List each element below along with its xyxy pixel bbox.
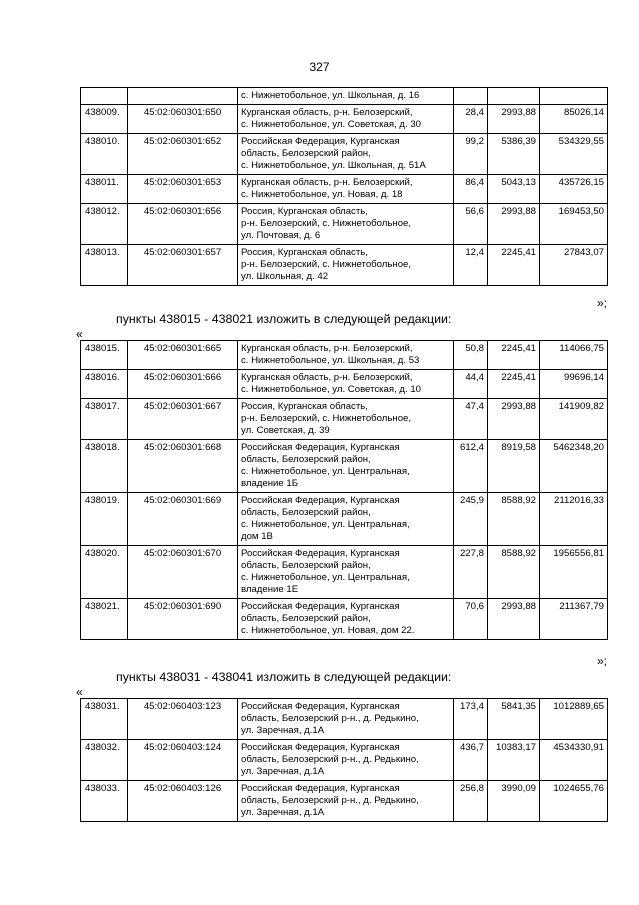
entry-number-cell: 438016. [81, 370, 128, 399]
address-line: область, Белозерский район, [241, 148, 371, 159]
address-line: область, Белозерский р-н., д. Редькино, [241, 713, 419, 724]
address-line: с. Нижнетобольное, ул. Новая, дом 22. [241, 625, 415, 636]
table-row [81, 546, 608, 599]
cadastral-number-cell: 45:02:060301:667 [128, 399, 238, 440]
amendment-instruction: пункты 438015 - 438021 изложить в следующей редакции: [116, 312, 452, 326]
address-line: с. Нижнетобольное, ул. Школьная, д. 51А [241, 160, 426, 171]
entry-number-cell: 438012. [81, 204, 128, 245]
cadastral-value-cell: 99696,14 [540, 370, 608, 399]
address-line: Россия, Курганская область, [241, 206, 368, 217]
address-line: область, Белозерский р-н., д. Редькино, [241, 754, 419, 765]
table-row [81, 245, 608, 286]
property-table [80, 698, 608, 822]
address-line: область, Белозерский р-н., д. Редькино, [241, 795, 419, 806]
table-row [81, 105, 608, 134]
entry-number-cell: 438018. [81, 440, 128, 493]
cadastral-value-cell: 1956556,81 [540, 546, 608, 599]
address-cell [238, 204, 454, 245]
address-line: Российская Федерация, Курганская [241, 742, 400, 753]
cadastral-value-cell: 2112016,33 [540, 493, 608, 546]
unit-price-cell: 2993,88 [488, 399, 540, 440]
opening-quote: « [76, 685, 83, 699]
area-cell: 70,6 [454, 599, 488, 640]
table-row [81, 204, 608, 245]
cadastral-number-cell: 45:02:060403:126 [128, 781, 238, 822]
address-cell [238, 370, 454, 399]
address-line: Российская Федерация, Курганская [241, 701, 400, 712]
entry-number-cell: 438033. [81, 781, 128, 822]
address-line: Российская Федерация, Курганская [241, 495, 400, 506]
cadastral-number-cell: 45:02:060301:657 [128, 245, 238, 286]
address-line: ул. Заречная, д.1А [241, 807, 325, 818]
cadastral-number-cell: 45:02:060403:124 [128, 740, 238, 781]
address-line: Курганская область, р-н. Белозерский, [241, 107, 413, 118]
address-cell [238, 175, 454, 204]
entry-number-cell: 438013. [81, 245, 128, 286]
area-cell: 44,4 [454, 370, 488, 399]
address-cell [238, 599, 454, 640]
address-line: область, Белозерский район, [241, 507, 371, 518]
table-row [81, 740, 608, 781]
cadastral-number-cell: 45:02:060301:650 [128, 105, 238, 134]
area-cell: 173,4 [454, 699, 488, 740]
cadastral-value-cell: 211367,79 [540, 599, 608, 640]
unit-price-cell: 5043,13 [488, 175, 540, 204]
entry-number-cell: 438009. [81, 105, 128, 134]
table-row [81, 370, 608, 399]
unit-price-cell [488, 88, 540, 105]
unit-price-cell: 8919,58 [488, 440, 540, 493]
property-table [80, 340, 608, 640]
cadastral-number-cell: 45:02:060301:652 [128, 134, 238, 175]
cadastral-value-cell: 534329,55 [540, 134, 608, 175]
area-cell: 28,4 [454, 105, 488, 134]
unit-price-cell: 2245,41 [488, 341, 540, 370]
address-cell [238, 105, 454, 134]
table-row [81, 175, 608, 204]
address-line: с. Нижнетобольное, ул. Центральная, [241, 519, 410, 530]
address-line: владение 1Е [241, 584, 299, 595]
area-cell: 436,7 [454, 740, 488, 781]
table-row [81, 493, 608, 546]
entry-number-cell: 438031. [81, 699, 128, 740]
page-number: 327 [309, 60, 330, 74]
address-line: Россия, Курганская область, [241, 401, 368, 412]
address-cell [238, 399, 454, 440]
entry-number-cell: 438015. [81, 341, 128, 370]
closing-quote: »; [596, 654, 607, 668]
unit-price-cell: 2993,88 [488, 599, 540, 640]
address-line: область, Белозерский район, [241, 454, 371, 465]
address-line: Российская Федерация, Курганская [241, 136, 400, 147]
cadastral-value-cell: 1012889,65 [540, 699, 608, 740]
area-cell: 56,6 [454, 204, 488, 245]
address-line: владение 1Б [241, 478, 299, 489]
address-line: область, Белозерский район, [241, 613, 371, 624]
table-row [81, 781, 608, 822]
address-cell [238, 699, 454, 740]
address-line: р-н. Белозерский, с. Нижнетобольное, [241, 413, 412, 424]
area-cell: 245,9 [454, 493, 488, 546]
table-row [81, 88, 608, 105]
table-row [81, 440, 608, 493]
unit-price-cell: 8588,92 [488, 493, 540, 546]
cadastral-number-cell [128, 88, 238, 105]
cadastral-value-cell: 5462348,20 [540, 440, 608, 493]
address-cell [238, 341, 454, 370]
unit-price-cell: 3990,09 [488, 781, 540, 822]
cadastral-value-cell: 114066,75 [540, 341, 608, 370]
table-row [81, 399, 608, 440]
cadastral-number-cell: 45:02:060301:665 [128, 341, 238, 370]
unit-price-cell: 10383,17 [488, 740, 540, 781]
address-line: ул. Почтовая, д. 6 [241, 230, 321, 241]
cadastral-value-cell: 4534330,91 [540, 740, 608, 781]
unit-price-cell: 5841,35 [488, 699, 540, 740]
address-line: с. Нижнетобольное, ул. Советская, д. 30 [241, 119, 422, 130]
area-cell: 227,8 [454, 546, 488, 599]
address-cell [238, 546, 454, 599]
cadastral-number-cell: 45:02:060301:653 [128, 175, 238, 204]
address-line: р-н. Белозерский, с. Нижнетобольное, [241, 259, 412, 270]
cadastral-number-cell: 45:02:060301:656 [128, 204, 238, 245]
entry-number-cell: 438021. [81, 599, 128, 640]
unit-price-cell: 2245,41 [488, 245, 540, 286]
entry-number-cell: 438017. [81, 399, 128, 440]
entry-number-cell: 438011. [81, 175, 128, 204]
address-line: область, Белозерский район, [241, 560, 371, 571]
cadastral-value-cell: 27843,07 [540, 245, 608, 286]
cadastral-value-cell: 169453,50 [540, 204, 608, 245]
cadastral-value-cell: 85026,14 [540, 105, 608, 134]
cadastral-value-cell [540, 88, 608, 105]
cadastral-number-cell: 45:02:060301:670 [128, 546, 238, 599]
address-cell [238, 493, 454, 546]
address-cell [238, 88, 454, 105]
entry-number-cell [81, 88, 128, 105]
address-line: ул. Советская, д. 39 [241, 425, 330, 436]
area-cell: 256,8 [454, 781, 488, 822]
address-line: р-н. Белозерский, с. Нижнетобольное, [241, 218, 412, 229]
area-cell: 50,8 [454, 341, 488, 370]
entry-number-cell: 438019. [81, 493, 128, 546]
area-cell [454, 88, 488, 105]
cadastral-value-cell: 141909,82 [540, 399, 608, 440]
cadastral-number-cell: 45:02:060301:669 [128, 493, 238, 546]
address-line: с. Нижнетобольное, ул. Центральная, [241, 572, 410, 583]
unit-price-cell: 5386,39 [488, 134, 540, 175]
closing-quote: »; [596, 296, 607, 310]
opening-quote: « [76, 327, 83, 341]
unit-price-cell: 8588,92 [488, 546, 540, 599]
cadastral-number-cell: 45:02:060403:123 [128, 699, 238, 740]
address-line: с. Нижнетобольное, ул. Школьная, д. 16 [241, 90, 420, 101]
cadastral-number-cell: 45:02:060301:668 [128, 440, 238, 493]
entry-number-cell: 438032. [81, 740, 128, 781]
cadastral-value-cell: 1024655,76 [540, 781, 608, 822]
amendment-instruction: пункты 438031 - 438041 изложить в следующей редакции: [116, 670, 452, 684]
area-cell: 12,4 [454, 245, 488, 286]
address-cell [238, 781, 454, 822]
cadastral-value-cell: 435726,15 [540, 175, 608, 204]
entry-number-cell: 438020. [81, 546, 128, 599]
table-row [81, 699, 608, 740]
address-line: ул. Заречная, д.1А [241, 725, 325, 736]
address-line: дом 1В [241, 531, 273, 542]
address-line: с. Нижнетобольное, ул. Новая, д. 18 [241, 189, 403, 200]
address-line: с. Нижнетобольное, ул. Советская, д. 10 [241, 384, 422, 395]
cadastral-number-cell: 45:02:060301:666 [128, 370, 238, 399]
address-cell [238, 134, 454, 175]
property-table [80, 87, 608, 286]
table-row [81, 341, 608, 370]
address-line: с. Нижнетобольное, ул. Школьная, д. 53 [241, 355, 420, 366]
address-line: с. Нижнетобольное, ул. Центральная, [241, 466, 410, 477]
area-cell: 47,4 [454, 399, 488, 440]
area-cell: 86,4 [454, 175, 488, 204]
address-line: Российская Федерация, Курганская [241, 442, 400, 453]
address-line: Курганская область, р-н. Белозерский, [241, 177, 413, 188]
address-line: Российская Федерация, Курганская [241, 601, 400, 612]
address-line: Россия, Курганская область, [241, 247, 368, 258]
address-line: ул. Школьная, д. 42 [241, 271, 329, 282]
entry-number-cell: 438010. [81, 134, 128, 175]
address-cell [238, 245, 454, 286]
unit-price-cell: 2993,88 [488, 105, 540, 134]
address-line: Российская Федерация, Курганская [241, 548, 400, 559]
cadastral-number-cell: 45:02:060301:690 [128, 599, 238, 640]
area-cell: 612,4 [454, 440, 488, 493]
table-row [81, 134, 608, 175]
unit-price-cell: 2993,88 [488, 204, 540, 245]
unit-price-cell: 2245,41 [488, 370, 540, 399]
address-line: Курганская область, р-н. Белозерский, [241, 372, 413, 383]
address-line: Российская Федерация, Курганская [241, 783, 400, 794]
address-cell [238, 740, 454, 781]
address-line: Курганская область, р-н. Белозерский, [241, 343, 413, 354]
area-cell: 99,2 [454, 134, 488, 175]
address-cell [238, 440, 454, 493]
table-row [81, 599, 608, 640]
address-line: ул. Заречная, д.1А [241, 766, 325, 777]
